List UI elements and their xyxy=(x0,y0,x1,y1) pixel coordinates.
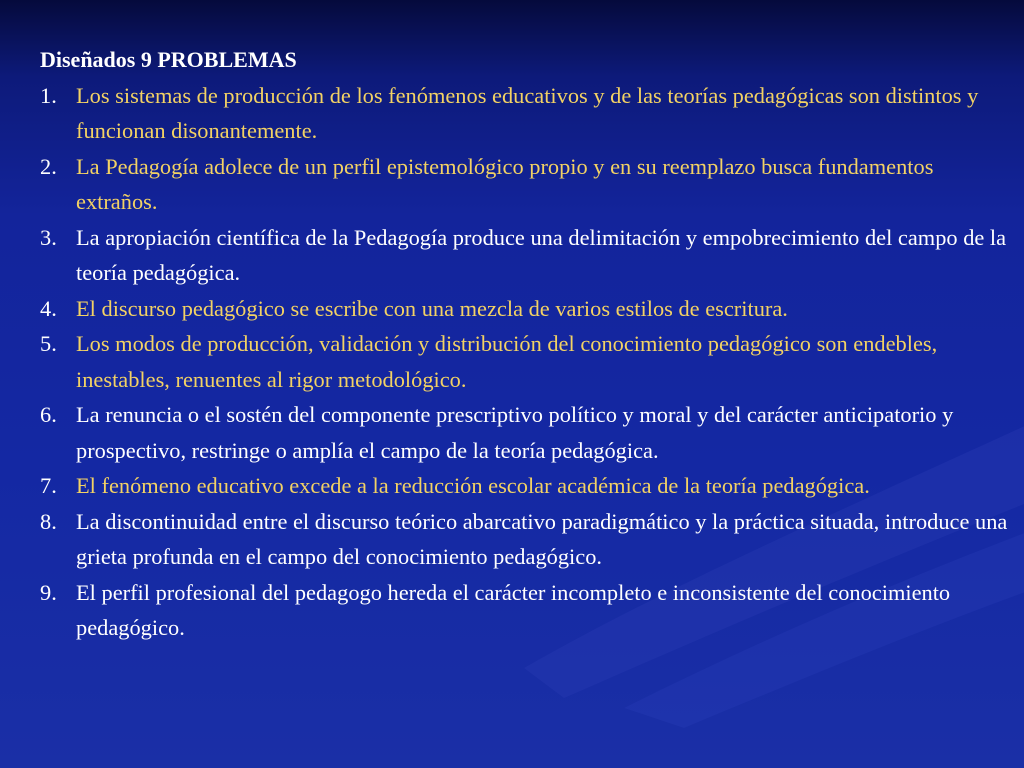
item-text: Los sistemas de producción de los fenómenos educativos y de las teorías pedagógicas son distintos y funcionan disonantemente. xyxy=(76,82,979,143)
item-number: 2. xyxy=(40,153,57,179)
item-text: El perfil profesional del pedagogo hereda el carácter incompleto e inconsistente del conocimiento pedagógico. xyxy=(76,579,951,640)
item-number: 3. xyxy=(40,224,57,250)
list-item xyxy=(40,397,1010,468)
list-item xyxy=(40,326,1010,397)
item-number: 4. xyxy=(40,295,57,321)
list-item xyxy=(40,504,1010,575)
problems-list xyxy=(40,78,1010,646)
list-item xyxy=(40,291,1010,327)
item-number: 6. xyxy=(40,402,57,427)
list-item xyxy=(40,149,1010,220)
item-text: Los modos de producción, validación y distribución del conocimiento pedagógico son endebles, inestables, renuentes al rigor metodológico. xyxy=(76,331,938,392)
item-number: 7. xyxy=(40,473,57,498)
item-text: La Pedagogía adolece de un perfil epistemológico propio y en su reemplazo busca fundamentos extraños. xyxy=(76,153,934,214)
item-number: 8. xyxy=(40,508,57,534)
item-text: La apropiación científica de la Pedagogía produce una delimitación y empobrecimiento del campo de la teoría pedagógica. xyxy=(76,224,1007,285)
item-text: El discurso pedagógico se escribe con una mezcla de varios estilos de escritura. xyxy=(76,295,788,321)
item-text: La discontinuidad entre el discurso teórico abarcativo paradigmático y la práctica situada, introduce una grieta profunda en el campo del conocimiento pedagógico. xyxy=(76,508,1008,569)
list-item xyxy=(40,468,1010,504)
list-item xyxy=(40,78,1010,149)
item-text: El fenómeno educativo excede a la reducción escolar académica de la teoría pedagógica. xyxy=(76,473,870,498)
list-item xyxy=(40,575,1010,646)
item-number: 5. xyxy=(40,331,57,356)
list-item xyxy=(40,220,1010,291)
slide-heading: Diseñados 9 PROBLEMAS xyxy=(40,47,297,72)
item-number: 1. xyxy=(40,82,57,108)
item-text: La renuncia o el sostén del componente prescriptivo político y moral y del carácter anticipatorio y prospectivo, restringe o amplía el campo de la teoría pedagógica. xyxy=(76,402,954,463)
slide-content xyxy=(40,42,1010,646)
item-number: 9. xyxy=(40,579,57,605)
